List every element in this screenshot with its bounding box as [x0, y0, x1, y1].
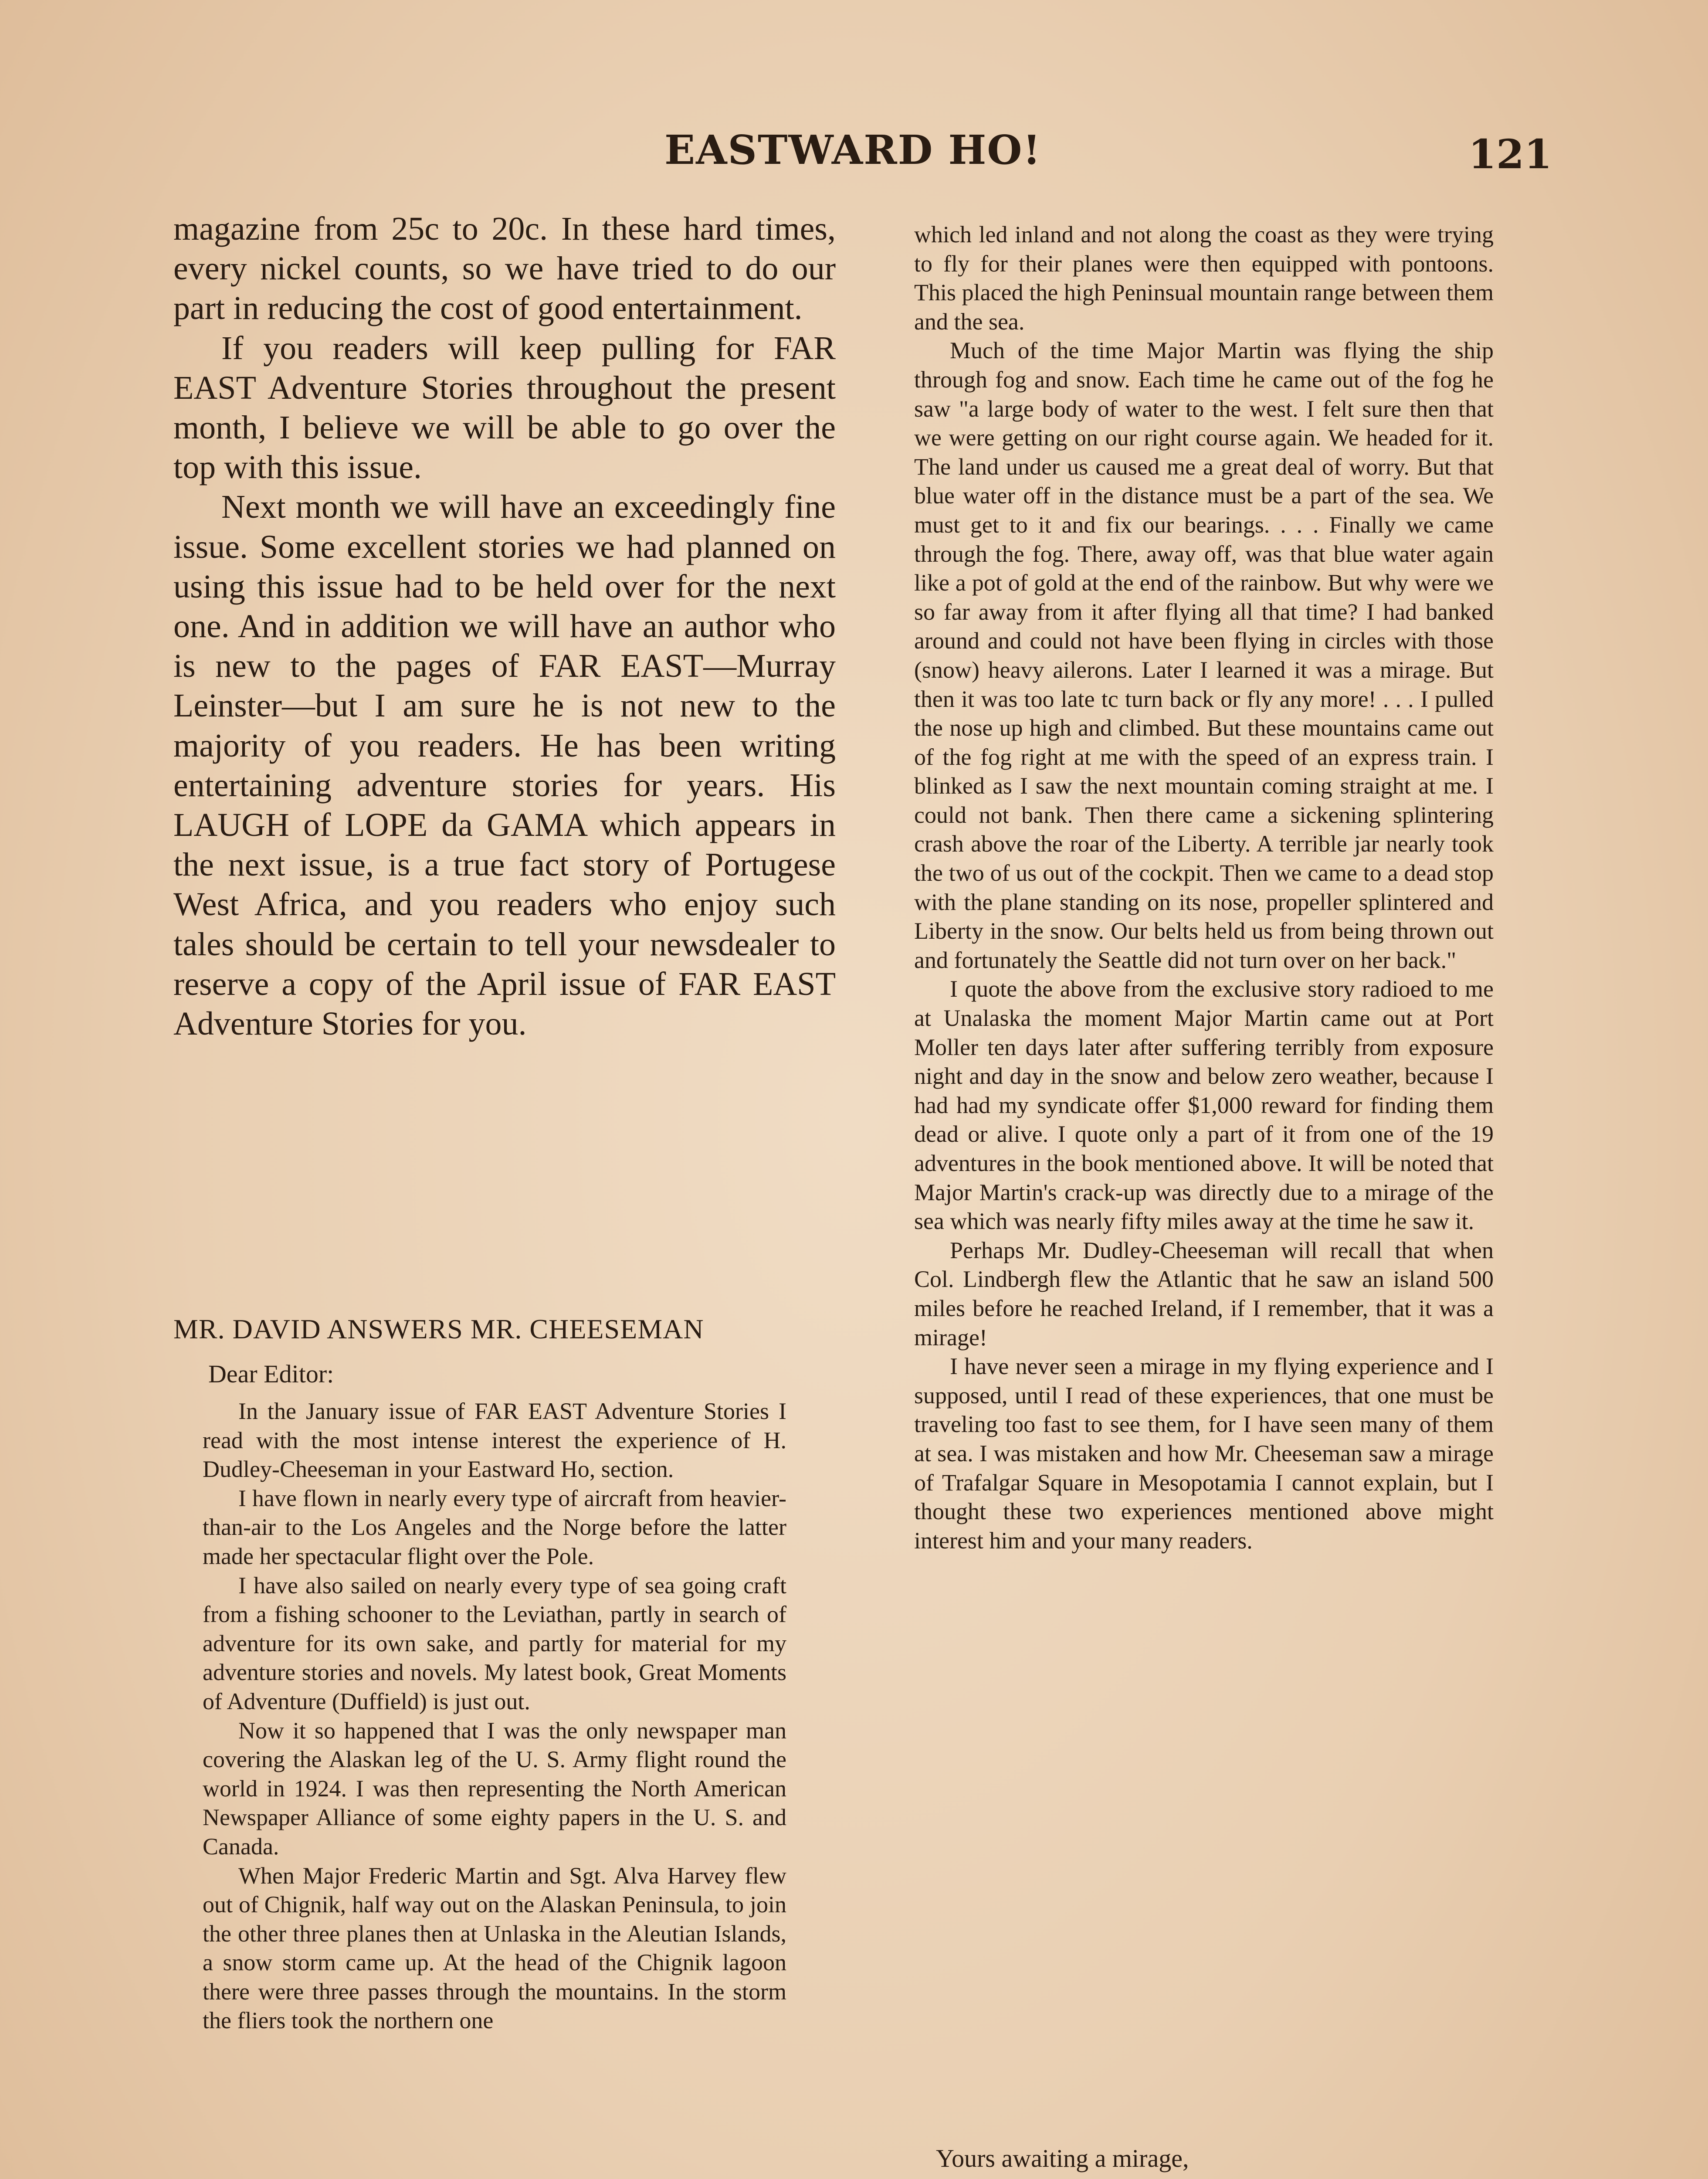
letter-paragraph: Much of the time Major Martin was flying the ship through fog and snow. Each time he came out of the fog he saw "a large body of water to the west. I felt sure then that we were getting on our right course again. We headed for it. The land under us caused me a great deal of worry. But that blue water off in the distance must be a part of the sea. We must get to it and fix our bearings. . . . Finally we came through the fog. There, away off, was that blue water again like a pot of gold at the end of the rainbow. But why were we so far away from it after flying all that time? I had banked around and could not have been flying in circles with those (snow) heavy ailerons. Later I learned it was a mirage. But then it was too late tc turn back or fly any more! . . . I pulled the nose up high and climbed. But these mountains came out of the fog right at me with the speed of an express train. I blinked as I saw the next mountain coming straight at me. I could not bank. Then there came a sickening splintering crash above the roar of the Liberty. A terrible jar nearly took the two of us out of the cockpit. Then we came to a dead stop with the plane standing on its nose, propeller splintered and Liberty in the snow. Our belts held us from being thrown out and fortunately the Seattle did not turn over on her back.": [914, 337, 1494, 973]
editorial-column: [173, 209, 836, 1044]
letter-paragraph: In the January issue of FAR EAST Adventure Stories I read with the most intense interest the experience of H. Dudley-Cheeseman in your Eastward Ho, section.: [203, 1398, 786, 1483]
letter-closing: Yours awaiting a mirage,: [936, 2144, 1189, 2172]
letter-column-right: [914, 220, 1494, 1555]
editorial-paragraph: Next month we will have an exceedingly fine issue. Some excellent stories we had planned on using this issue had to be held over for the next one. And in addition we will have an author who is new to the pages of FAR EAST—Murray Leinster—but I am sure he is not new to the majority of you readers. He has been writing entertaining adventure stories for years. His LAUGH of LOPE da GAMA which appears in the next issue, is a true fact story of Portugese West Africa, and you readers who enjoy such tales should be certain to tell your newsdealer to reserve a copy of the April issue of FAR EAST Adventure Stories for you.: [173, 489, 836, 1042]
page-number: 121: [1468, 131, 1552, 178]
letter-paragraph: I have also sailed on nearly every type of sea going craft from a fishing schooner to the Leviathan, partly in search of adventure for its own sake, and partly for material for my adventure stories and novels. My latest book, Great Moments of Adventure (Duffield) is just out.: [203, 1572, 786, 1714]
letter-paragraph: Perhaps Mr. Dudley-Cheeseman will recall that when Col. Lindbergh flew the Atlantic that he saw an island 500 miles before he reached Ireland, if I remember, that it was a mirage!: [914, 1237, 1494, 1351]
letter-paragraph: When Major Frederic Martin and Sgt. Alva Harvey flew out of Chignik, half way out on the Alaskan Peninsula, to join the other three planes then at Unlaska in the Aleutian Islands, a snow storm came up. At the head of the Chignik lagoon there were three passes through the mountains. In the storm the fliers took the northern one: [203, 1862, 786, 2034]
editorial-paragraph: magazine from 25c to 20c. In these hard times, every nickel counts, so we have tried to do our part in reducing the cost of good entertainment.: [173, 210, 836, 327]
letter-paragraph: I have flown in nearly every type of aircraft from heavier-than-air to the Los Angeles and the Norge before the latter made her spectacular flight over the Pole.: [203, 1485, 786, 1569]
page-title: EASTWARD HO!: [664, 126, 1041, 173]
letter-salutation: Dear Editor:: [208, 1360, 334, 1388]
letter-paragraph: I quote the above from the exclusive story radioed to me at Unalaska the moment Major Martin came out at Port Moller ten days later after suffering terribly from exposure night and day in the snow and below zero weather, because I had had my syndicate offer $1,000 reward for finding them dead or alive. I quote only a part of it from one of the 19 adventures in the book mentioned above. It will be noted that Major Martin's crack-up was directly due to a mirage of the sea which was nearly fifty miles away at the time he saw it.: [914, 976, 1494, 1235]
letter-heading: MR. DAVID ANSWERS MR. CHEESEMAN: [173, 1314, 704, 1344]
letter-paragraph: which led inland and not along the coast as they were trying to fly for their planes were then equipped with pontoons. This placed the high Peninsual mountain range between them and the sea.: [914, 221, 1494, 335]
letter-column-left: [203, 1397, 786, 2035]
editorial-paragraph: If you readers will keep pulling for FAR EAST Adventure Stories throughout the present month, I believe we will be able to go over the top with this issue.: [173, 329, 836, 486]
letter-paragraph: I have never seen a mirage in my flying experience and I supposed, until I read of these experiences, that one must be traveling too fast to see them, for I have seen many of them at sea. I was mistaken and how Mr. Cheeseman saw a mirage of Trafalgar Square in Mesopotamia I cannot explain, but I thought these two experiences mentioned above might interest him and your many readers.: [914, 1353, 1494, 1554]
letter-paragraph: Now it so happened that I was the only newspaper man covering the Alaskan leg of the U. S. Army flight round the world in 1924. I was then representing the North American Newspaper Alliance of some eighty papers in the U. S. and Canada.: [203, 1717, 786, 1860]
